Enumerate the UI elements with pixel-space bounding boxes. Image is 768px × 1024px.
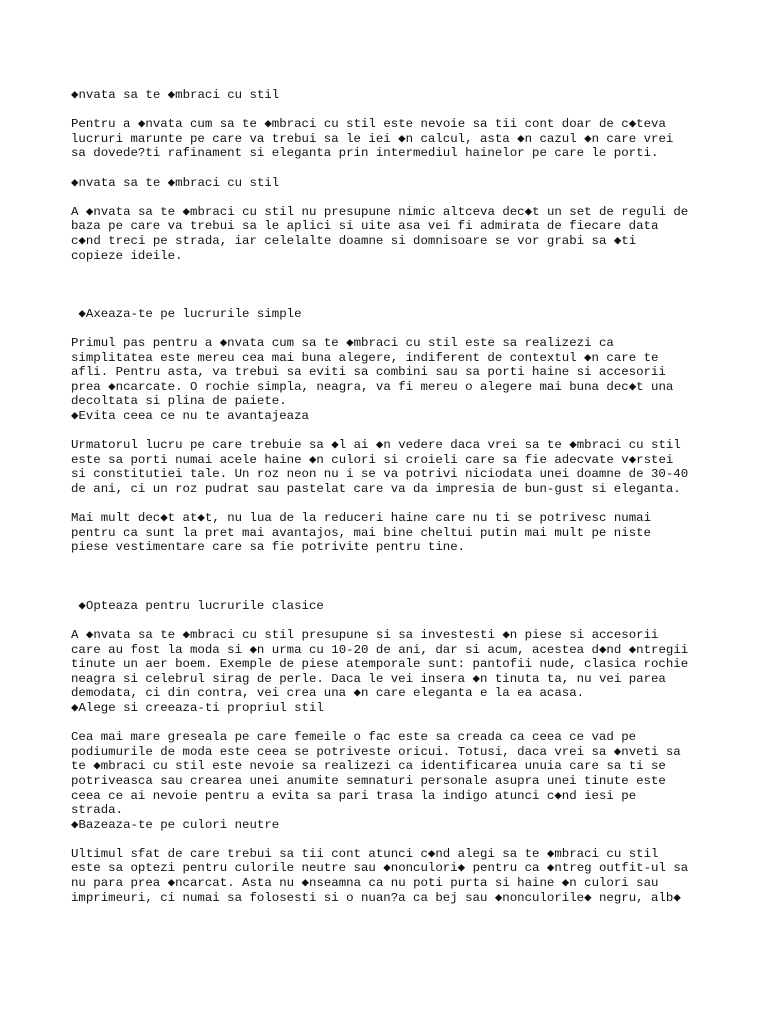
text-line: afli. Pentru asta, va trebui sa eviti sa combini sau sa porti haine si accesorii: [71, 365, 666, 380]
text-line: care au fost la moda si ◆n urma cu 10-20 de ani, dar si acum, acestea d◆nd ◆ntregii: [71, 642, 689, 657]
text-line: sa dovede?ti rafinament si eleganta prin intermediul hainelor pe care le porti.: [71, 146, 659, 161]
paragraph-gap: [71, 292, 731, 307]
text-line: strada.: [71, 803, 124, 818]
text-line: decoltata si plina de paiete.: [71, 394, 287, 409]
text-line: Cea mai mare greseala pe care femeile o fac este sa creada ca ceea ce vad pe: [71, 730, 637, 745]
text-line: ◆nvata sa te ◆mbraci cu stil: [71, 88, 280, 102]
text-line: si constitutiei tale. Un roz neon nu i se va potrivi niciodata unei doamne de 30-40: [71, 467, 689, 482]
text-line: ◆nvata sa te ◆mbraci cu stil: [71, 175, 280, 190]
text-line: c◆nd treci pe strada, iar celelalte doamne si domnisoare se vor grabi sa ◆ti: [71, 233, 637, 248]
text-line: ◆Opteaza pentru lucrurile clasice: [71, 598, 324, 613]
text-line: demodata, ci din contra, vei crea una ◆n care eleganta e la ea acasa.: [71, 686, 585, 701]
paragraph-gap: [71, 190, 731, 205]
document-body: [71, 88, 731, 905]
text-line: ◆Axeaza-te pe lucrurile simple: [71, 306, 302, 321]
text-line: Urmatorul lucru pe care trebuie sa ◆l ai ◆n vedere daca vrei sa te ◆mbraci cu stil: [71, 438, 681, 453]
text-line: copieze ideile.: [71, 248, 183, 263]
text-line: ◆Alege si creeaza-ti propriul stil: [71, 700, 324, 715]
text-line: este sa optezi pentru culorile neutre sau ◆nonculori◆ pentru ca ◆ntreg outfit-ul sa: [71, 861, 689, 876]
text-line: este sa porti numai acele haine ◆n culori si croieli care sa fie adecvate v◆rstei: [71, 452, 674, 467]
text-line: simplitatea este mereu cea mai buna alegere, indiferent de contextul ◆n care te: [71, 350, 659, 365]
text-line: te ◆mbraci cu stil este nevoie sa realizezi ca identificarea unuia care sa ti se: [71, 759, 666, 774]
paragraph-gap: [71, 832, 731, 847]
text-line: podiumurile de moda este ceea se potriveste oricui. Totusi, daca vrei sa ◆nveti sa: [71, 744, 681, 759]
text-line: nu para prea ◆ncarcat. Asta nu ◆nseamna ca nu poti purta si haine ◆n culori sau: [71, 876, 659, 891]
paragraph-gap: [71, 322, 731, 337]
paragraph-gap: [71, 716, 731, 731]
text-line: ceea ce ai nevoie pentru a evita sa pari trasa la indigo atunci c◆nd iesi pe: [71, 788, 637, 803]
text-line: ◆Evita ceea ce nu te avantajeaza: [71, 409, 309, 424]
text-line: piese vestimentare care sa fie potrivite pentru tine.: [71, 540, 466, 555]
paragraph-gap: [71, 161, 731, 176]
text-line: Primul pas pentru a ◆nvata cum sa te ◆mbraci cu stil este sa realizezi ca: [71, 336, 614, 351]
text-line: pentru ca sunt la pret mai avantajos, mai bine cheltui putin mai mult pe niste: [71, 525, 651, 540]
text-line: baza pe care va trebui sa le aplici si uite asa vei fi admirata de fiecare data: [71, 219, 659, 234]
text-line: de ani, ci un roz pudrat sau pastelat care va da impresia de bun-gust si eleganta.: [71, 482, 681, 497]
paragraph-gap: [71, 103, 731, 118]
paragraph-gap: [71, 263, 731, 278]
text-line: potriveasca sau crearea unei anumite semnaturi personale asupra unei tinute este: [71, 773, 666, 788]
text-line: Ultimul sfat de care trebui sa tii cont atunci c◆nd alegi sa te ◆mbraci cu stil: [71, 846, 659, 861]
text-line: neagra si celebrul sirag de perle. Daca le vei insera ◆n tinuta ta, nu vei parea: [71, 671, 666, 686]
paragraph-gap: [71, 584, 731, 599]
paragraph-gap: [71, 613, 731, 628]
text-line: lucruri marunte pe care va trebui sa le iei ◆n calcul, asta ◆n cazul ◆n care vrei: [71, 131, 674, 146]
paragraph-gap: [71, 555, 731, 570]
text-line: prea ◆ncarcate. O rochie simpla, neagra, va fi mereu o alegere mai buna dec◆t una: [71, 379, 674, 394]
text-line: A ◆nvata sa te ◆mbraci cu stil nu presupune nimic altceva dec◆t un set de reguli de: [71, 204, 689, 219]
text-line: tinute un aer boem. Exemple de piese atemporale sunt: pantofii nude, clasica rochie: [71, 657, 689, 672]
text-line: A ◆nvata sa te ◆mbraci cu stil presupune si sa investesti ◆n piese si accesorii: [71, 627, 659, 642]
text-line: Mai mult dec◆t at◆t, nu lua de la reduceri haine care nu ti se potrivesc numai: [71, 511, 652, 526]
paragraph-gap: [71, 424, 731, 439]
paragraph-gap: [71, 570, 731, 585]
paragraph-gap: [71, 278, 731, 293]
paragraph-gap: [71, 497, 731, 512]
text-line: ◆Bazeaza-te pe culori neutre: [71, 817, 280, 832]
text-line: imprimeuri, ci numai sa folosesti si o nuan?a ca bej sau ◆nonculorile◆ negru, alb◆: [71, 890, 681, 905]
text-line: Pentru a ◆nvata cum sa te ◆mbraci cu stil este nevoie sa tii cont doar de c◆teva: [71, 117, 666, 132]
